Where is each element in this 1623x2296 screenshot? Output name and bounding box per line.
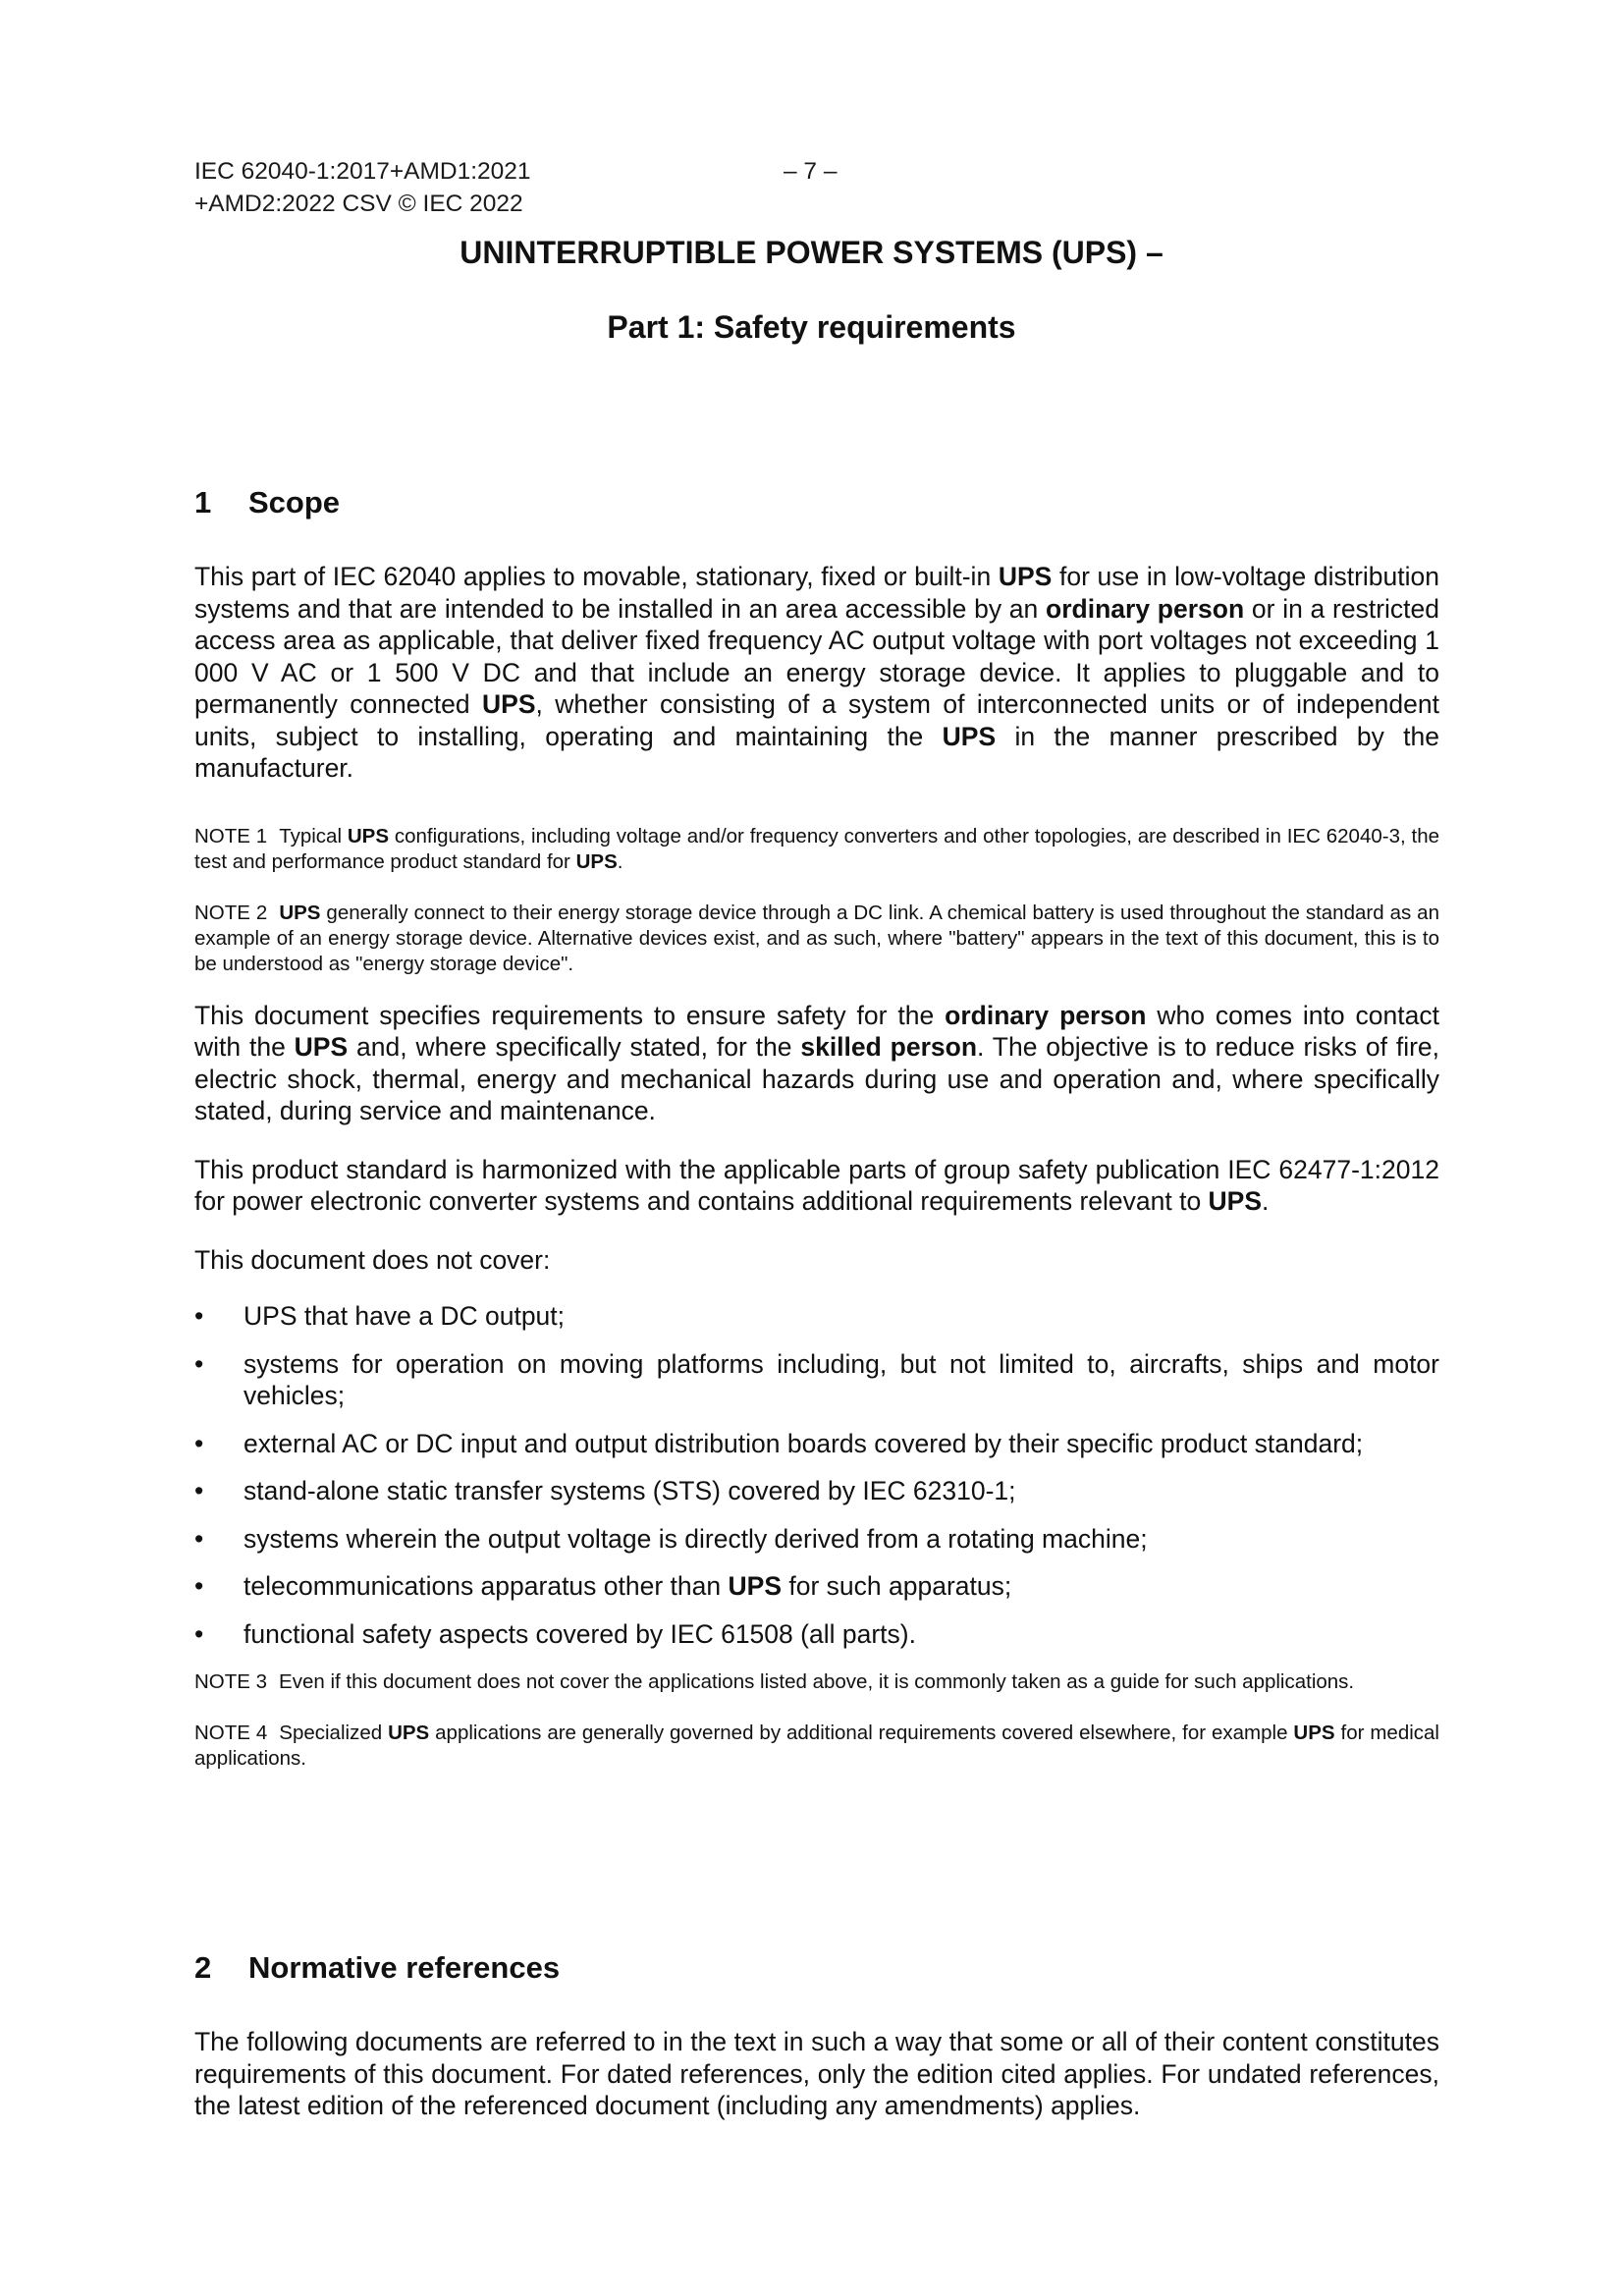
scope-paragraph-2: This document specifies requirements to ensure safety for the ordinary person who comes into contact with the UPS and, where specifically stated, for the skilled person. The objective is to reduce risks of fire, electric shock, thermal, energy and mechanical hazards during use and operation and, where specifically stated, during service and maintenance. <box>194 1000 1440 1125</box>
bullet-icon: • <box>194 1571 204 1601</box>
document-title: UNINTERRUPTIBLE POWER SYSTEMS (UPS) – <box>460 235 1163 270</box>
document-identifier-line1: IEC 62040-1:2017+AMD1:2021 <box>194 158 531 185</box>
note-label: NOTE 2 <box>194 901 268 924</box>
document-identifier-line2: +AMD2:2022 CSV © IEC 2022 <box>194 191 523 217</box>
bullet-icon: • <box>194 1476 204 1505</box>
list-item: • stand-alone static transfer systems (STS) covered by IEC 62310-1; <box>194 1476 1016 1505</box>
bullet-icon: • <box>194 1301 204 1331</box>
note-label: NOTE 1 <box>194 824 268 847</box>
exclusions-list <box>194 1300 1439 1650</box>
list-item: • systems for operation on moving platforms including, but not limited to, aircrafts, ships and motor vehicles; <box>194 1348 1439 1410</box>
page-number: – 7 – <box>784 158 838 185</box>
scope-paragraph-4: This document does not cover: <box>194 1244 551 1275</box>
section-number: 2 <box>194 1950 212 1985</box>
bullet-icon: • <box>194 1348 204 1379</box>
scope-paragraph-1: This part of IEC 62040 applies to movable, stationary, fixed or built-in UPS for use in low-voltage distribution systems and that are intended to be installed in an area accessible by an ordinary person or in a restricted access area as applicable, that deliver fixed frequency AC output voltage with port voltages not exceeding 1 000 V AC or 1 500 V DC and that include an energy storage device. It applies to pluggable and to permanently connected UPS, whether consisting of a system of interconnected units or of independent units, subject to installing, operating and maintaining the UPS in the manner prescribed by the manufacturer. <box>194 562 1440 783</box>
note-label: NOTE 4 <box>194 1722 268 1744</box>
section-heading-normative-references <box>194 1948 560 1988</box>
section-heading-scope <box>194 483 340 522</box>
note-label: NOTE 3 <box>194 1670 268 1693</box>
list-item: • telecommunications apparatus other than UPS for such apparatus; <box>194 1571 1012 1601</box>
document-subtitle: Part 1: Safety requirements <box>607 309 1016 345</box>
note-4: NOTE 4 Specialized UPS applications are generally governed by additional requirements covered elsewhere, for example UPS for medical applications. <box>194 1722 1439 1770</box>
bullet-icon: • <box>194 1618 204 1649</box>
section-title: Normative references <box>248 1950 561 1985</box>
note-3: NOTE 3 Even if this document does not cover the applications listed above, it is commonly taken as a guide for such applications. <box>194 1670 1355 1693</box>
list-item: • systems wherein the output voltage is directly derived from a rotating machine; <box>194 1523 1148 1554</box>
document-identifier <box>194 155 531 220</box>
list-item: • external AC or DC input and output distribution boards covered by their specific product standard; <box>194 1428 1364 1458</box>
bullet-icon: • <box>194 1428 204 1458</box>
list-item: • UPS that have a DC output; <box>194 1301 566 1331</box>
normative-references-paragraph: The following documents are referred to in the text in such a way that some or all of their content constitutes requirements of this document. For dated references, only the edition cited applies. For undated references, the latest edition of the referenced document (including any amendments) applies. <box>194 2027 1439 2120</box>
list-item: • functional safety aspects covered by IEC 61508 (all parts). <box>194 1618 916 1649</box>
scope-paragraph-3: This product standard is harmonized with the applicable parts of group safety publication IEC 62477-1:2012 for power electronic converter systems and contains additional requirements relevant to UPS. <box>194 1154 1439 1216</box>
note-1: NOTE 1 Typical UPS configurations, including voltage and/or frequency converters and other topologies, are described in IEC 62040-3, the test and performance product standard for UPS. <box>194 824 1440 873</box>
section-number: 1 <box>194 485 212 519</box>
section-title: Scope <box>248 485 341 519</box>
note-2: NOTE 2 UPS generally connect to their energy storage device through a DC link. A chemical battery is used throughout the standard as an example of an energy storage device. Alternative devices exist, and as such, where "battery" appears in the text of this document, this is to be understood as "energy storage device". <box>194 901 1439 975</box>
bullet-icon: • <box>194 1523 204 1554</box>
section-scope-body <box>194 561 1439 1772</box>
section-normative-references-body <box>194 2026 1439 2122</box>
